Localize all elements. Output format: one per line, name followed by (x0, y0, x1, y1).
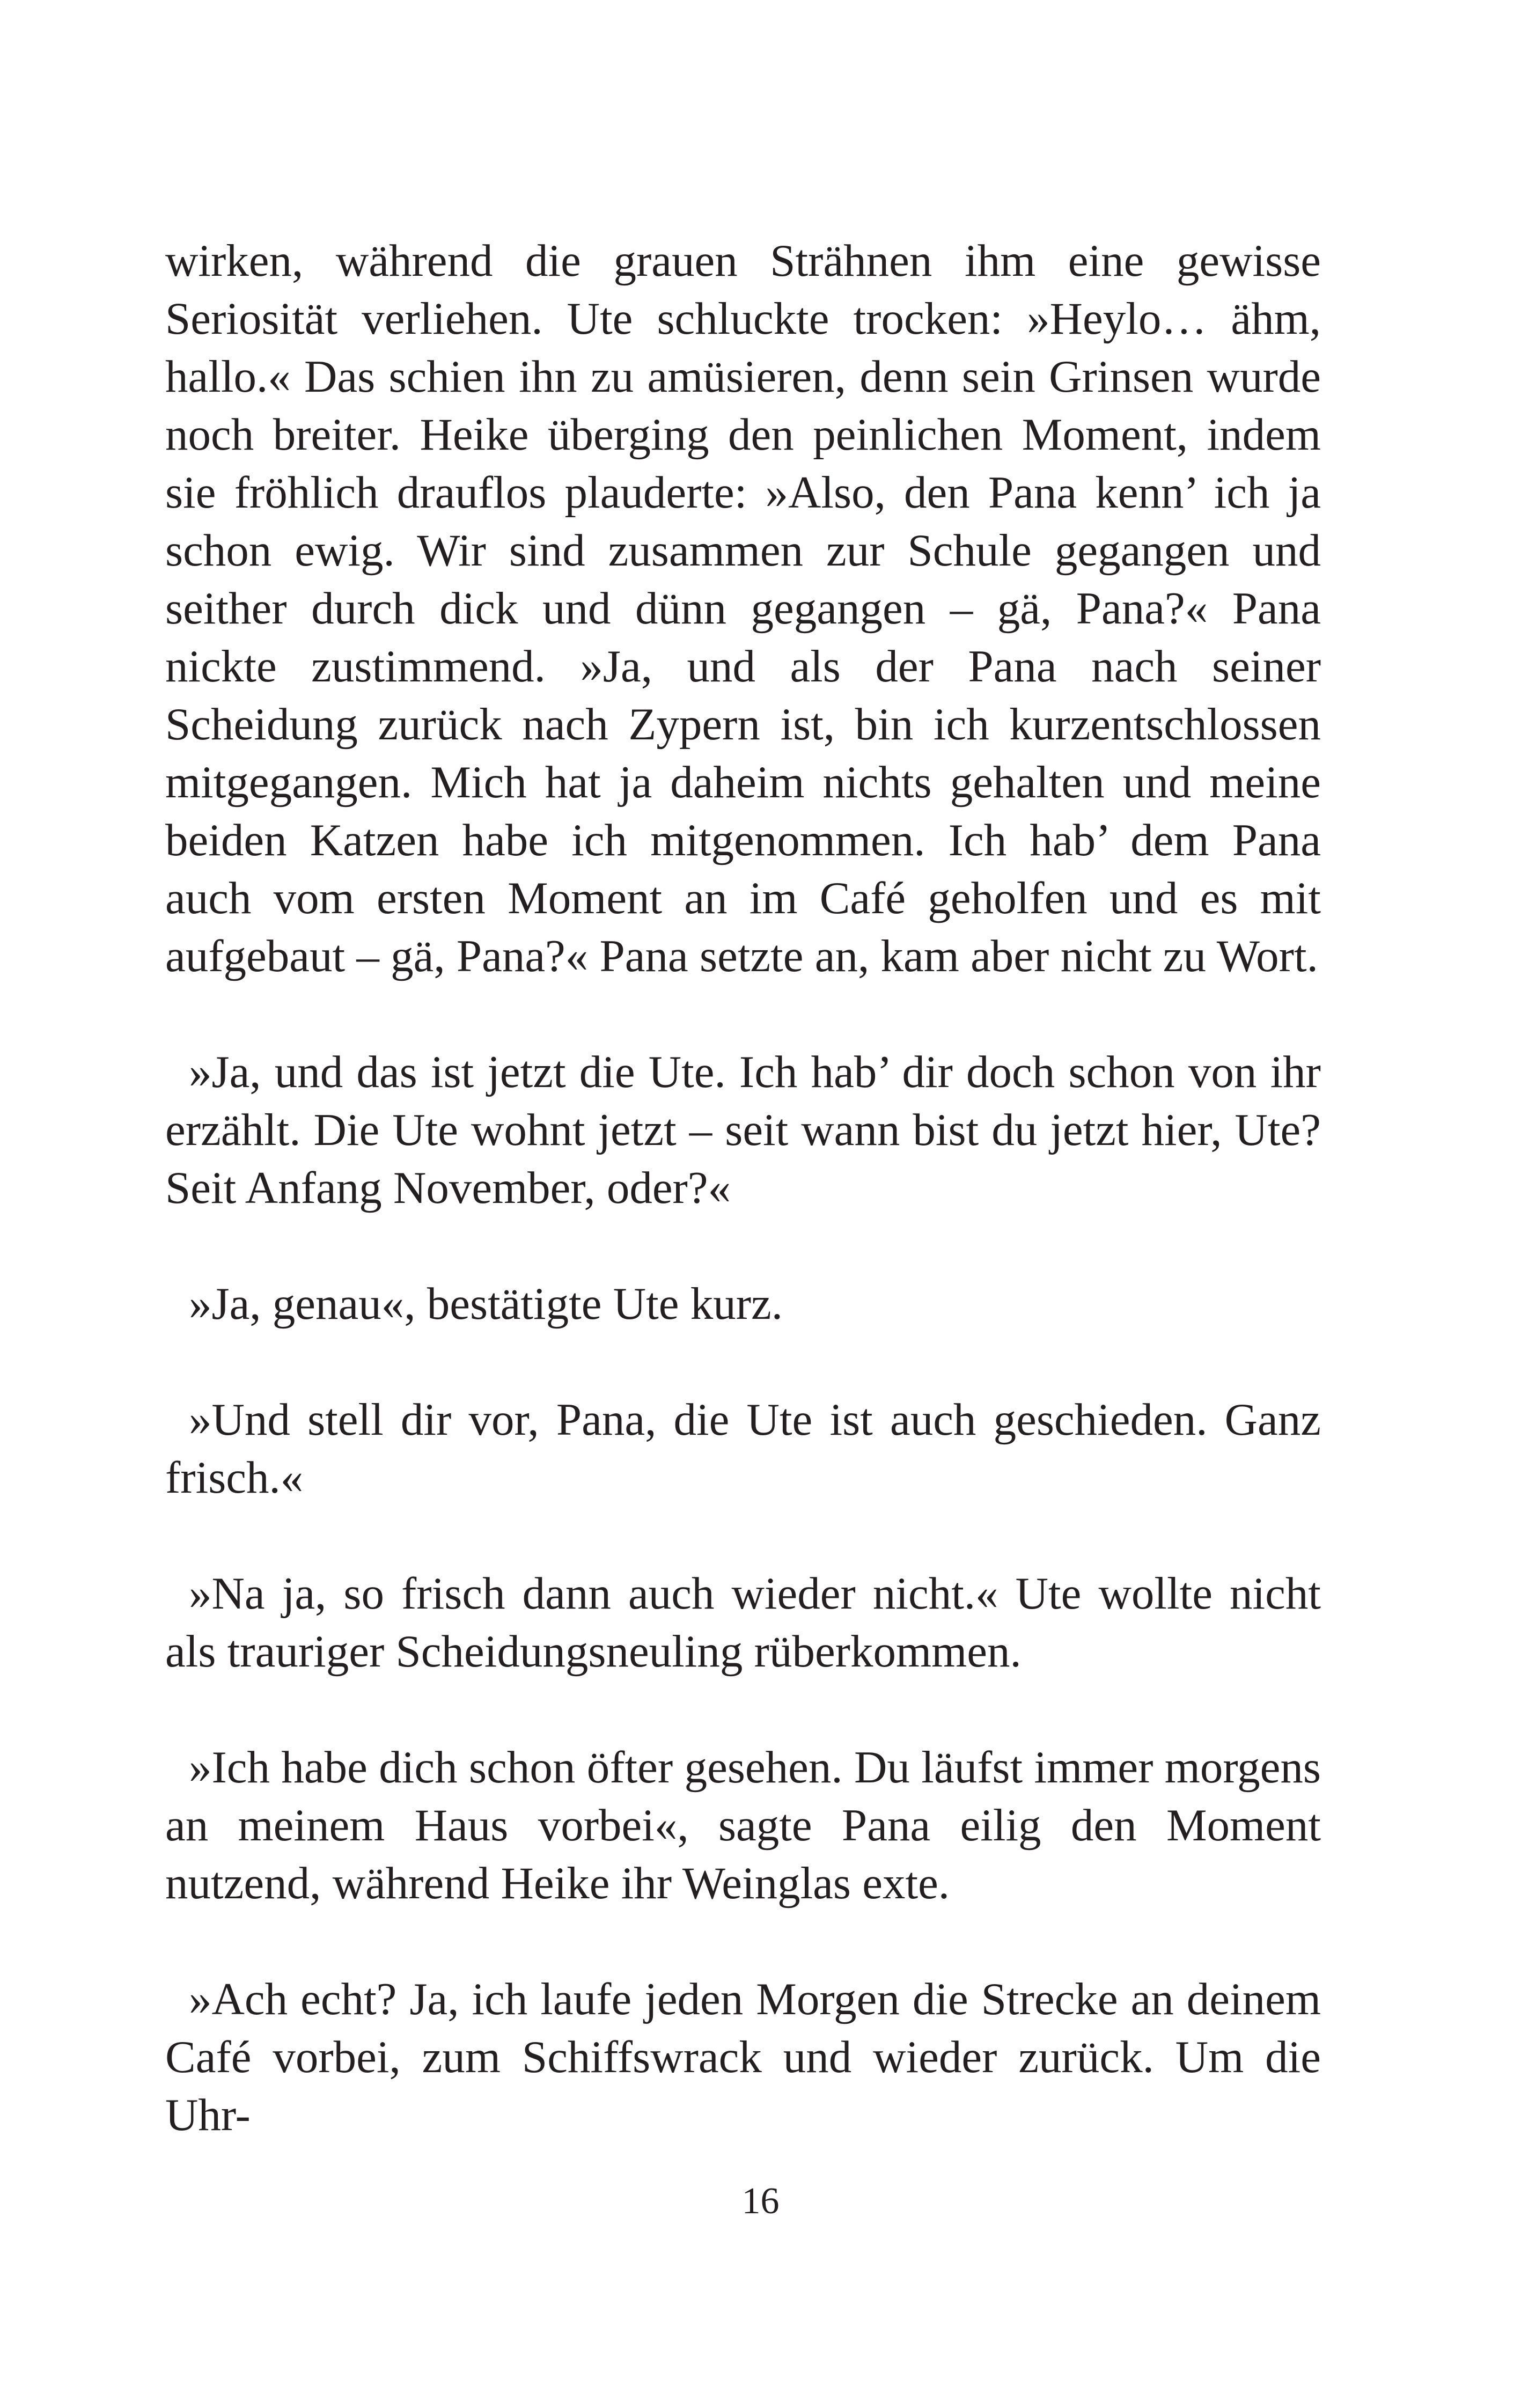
paragraph: »Und stell dir vor, Pana, die Ute ist auch geschieden. Ganz frisch.« (165, 1394, 1321, 1503)
paragraph: »Ja, genau«, bestätigte Ute kurz. (189, 1279, 783, 1329)
paragraph: »Ich habe dich schon öfter gesehen. Du läufst immer morgens an meinem Haus vorbei«, sagte Pana eilig den Moment nutzend, während Heike ihr Weinglas exte. (165, 1742, 1321, 1908)
paragraph: »Na ja, so frisch dann auch wieder nicht.« Ute wollte nicht als trauriger Scheidungsneuling rüberkommen. (165, 1568, 1321, 1677)
paragraph: wirken, während die grauen Strähnen ihm eine gewisse Seriosität verliehen. Ute schluckte trocken: »Heylo… ähm, hallo.« Das schien ihn zu amüsieren, denn sein Grinsen wurde noch breiter. Heike überging den peinlichen Moment, indem sie fröhlich drauflos plauderte: »Also, den Pana kenn’ ich ja schon ewig. Wir sind zusammen zur Schule gegangen und seither durch dick und dünn gegangen – gä, Pana?« Pana nickte zustimmend. »Ja, und als der Pana nach seiner Scheidung zurück nach Zypern ist, bin ich kurzentschlossen mitgegangen. Mich hat ja daheim nichts gehalten und meine beiden Katzen habe ich mitgenommen. Ich hab’ dem Pana auch vom ersten Moment an im Café geholfen und es mit aufgebaut – gä, Pana?« Pana setzte an, kam aber nicht zu Wort. (165, 236, 1321, 981)
paragraph: »Ach echt? Ja, ich laufe jeden Morgen die Strecke an deinem Café vorbei, zum Schiffswrack und wieder zurück. Um die Uhr- (165, 1974, 1321, 2140)
paragraph: »Ja, und das ist jetzt die Ute. Ich hab’ dir doch schon von ihr erzählt. Die Ute wohnt jetzt – seit wann bist du jetzt hier, Ute? Seit Anfang November, oder?« (165, 1047, 1321, 1213)
page-number: 16 (741, 2181, 780, 2222)
body-text (165, 232, 1321, 2144)
